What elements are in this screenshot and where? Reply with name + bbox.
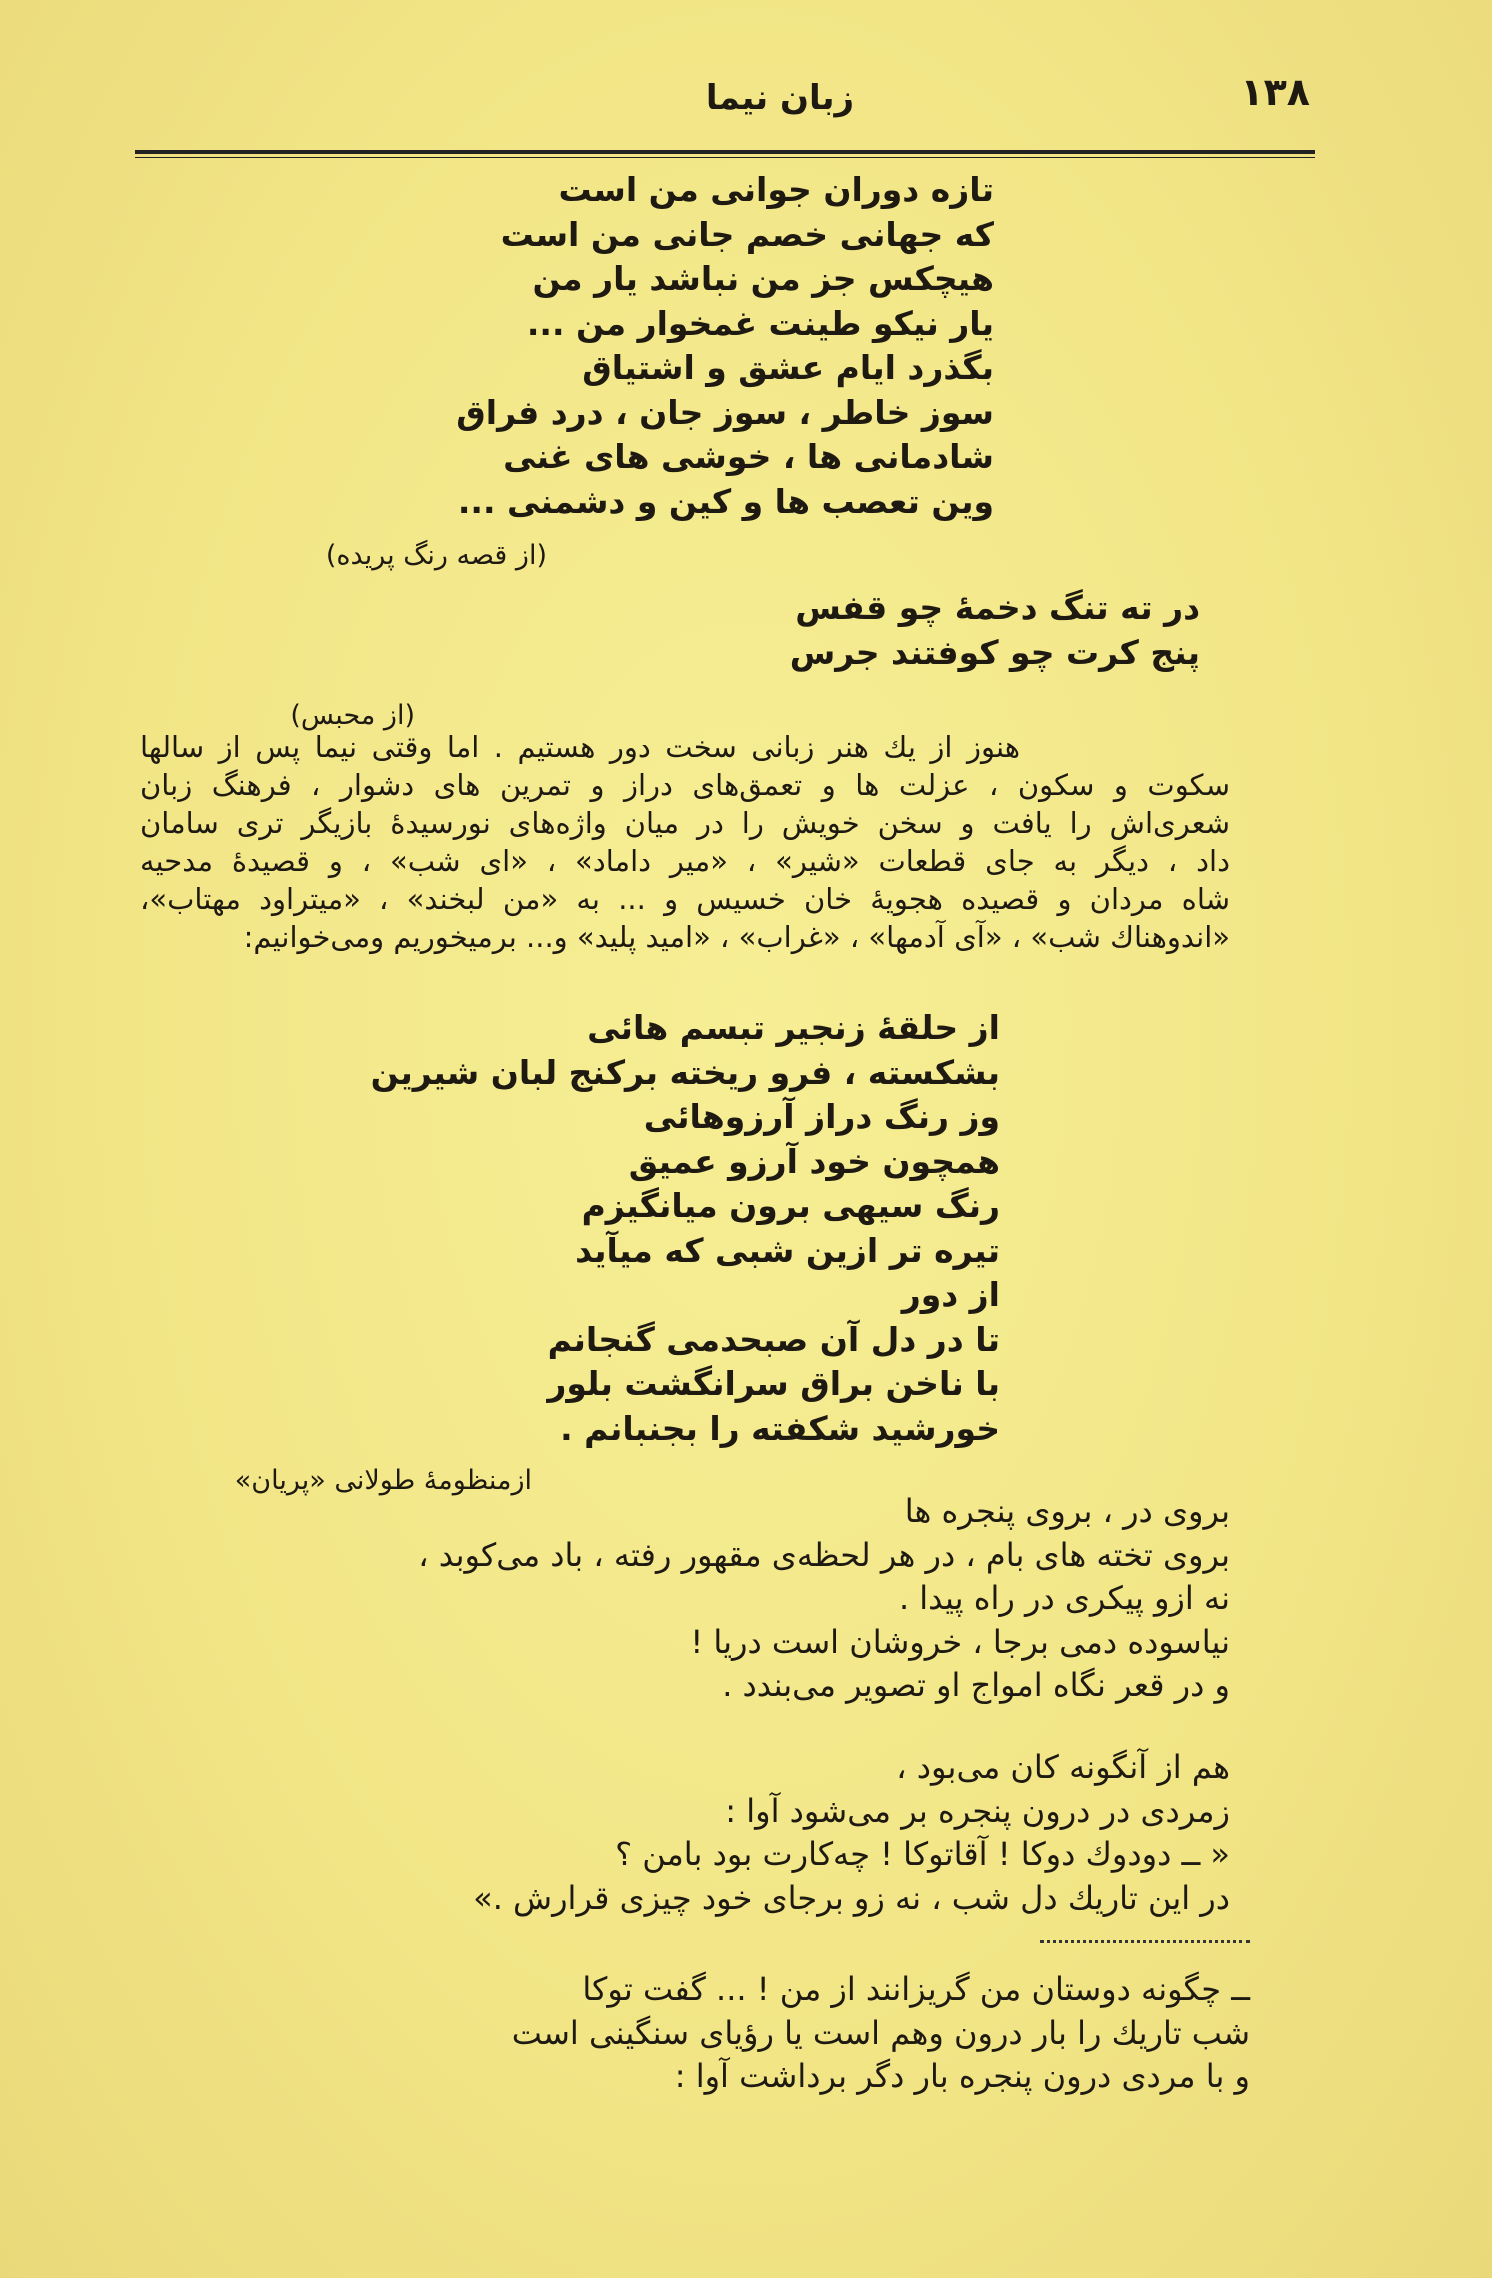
prose-line: شاه مردان و قصیده هجویهٔ خان خسیس و ... به «من لبخند» ، «میتراود مهتاب»، <box>140 882 1230 916</box>
verse-line: در ته تنگ دخمهٔ چو قفس <box>795 588 1200 627</box>
running-title: زبان نیما <box>705 78 855 118</box>
poem-stanza-3 <box>200 1006 1000 1451</box>
verse-line: از حلقهٔ زنجیر تبسم هائی <box>587 1008 1000 1047</box>
verse-line: همچون خود آرزو عمیق <box>628 1141 1000 1181</box>
verse-line: از دور <box>901 1275 1000 1314</box>
page-header <box>140 70 1310 130</box>
source-caption: ازمنظومهٔ طولانی «پریان» <box>234 1465 532 1496</box>
verse-line: شب تاریك را بار درون وهم است یا رؤیای سنگینی است <box>511 2013 1250 2052</box>
verse-line: بروی تخته های بام ، در هر لحظه‌ی مقهور رفته ، باد می‌کوبد ، <box>418 1535 1230 1574</box>
dotted-separator <box>1040 1940 1250 1943</box>
verse-line: هیچکس جز من نباشد یار من <box>532 259 994 298</box>
verse-line: که جهانی خصم جانی من است <box>500 214 994 254</box>
verse-line: بروی در ، بروی پنجره ها <box>904 1492 1230 1530</box>
prose-line: شعری‌اش را یافت و سخن خویش را در میان واژه‌های نورسیدهٔ بازیگر تری سامان <box>140 806 1230 840</box>
verse-line: وز رنگ دراز آرزوهائی <box>643 1097 1000 1136</box>
verse-line: و با مردی درون پنجره بار دگر برداشت آوا : <box>674 2057 1250 2095</box>
verse-line: یار نیکو طینت غمخوار من ... <box>526 303 994 343</box>
verse-line: هم از آنگونه کان می‌بود ، <box>896 1748 1230 1786</box>
verse-line: با ناخن براق سرانگشت بلور <box>547 1364 1000 1403</box>
verse-line: بشکسته ، فرو ریخته برکنج لبان شیرین <box>370 1052 1000 1092</box>
verse-line: ــ چگونه دوستان من گریزانند از من ! ... گفت توکا <box>582 1970 1250 2008</box>
poem-stanza-4 <box>230 1490 1230 1708</box>
source-caption: (از محبس) <box>290 700 415 731</box>
verse-line: « ــ دودوك دوكا ! آقاتوكا ! چه‌کارت بود بامن ؟ <box>615 1835 1230 1873</box>
verse-line: در این تاریك دل شب ، نه زو برجای خود چیزی قرارش .» <box>473 1878 1230 1917</box>
prose-line: داد ، دیگر به جای قطعات «شیر» ، «میر داماد» ، «ای شب» ، و قصیدهٔ مدحیه <box>140 844 1230 878</box>
poem-stanza-5 <box>230 1746 1230 1920</box>
verse-line: تا در دل آن صبحدمی گنجانم <box>547 1319 1000 1359</box>
page-number: ۱۳۸ <box>1240 70 1310 114</box>
verse-line: نه ازو پیکری در راه پیدا . <box>898 1579 1230 1617</box>
verse-line: تازه دوران جوانی من است <box>558 170 994 209</box>
verse-line: نیاسوده دمی برجا ، خروشان است دریا ! <box>690 1622 1230 1661</box>
verse-line: شادمانی ها ، خوشی های غنی <box>503 437 994 476</box>
verse-line: زمردی در درون پنجره بر می‌شود آوا : <box>725 1791 1230 1830</box>
verse-line: و در قعر نگاه امواج او تصویر می‌بندد . <box>722 1666 1230 1704</box>
prose-line: «اندوهناك شب» ، «آی آدمها» ، «غراب» ، «امید پلید» و... برمیخوریم ومی‌خوانیم: <box>243 920 1230 954</box>
prose-line: سکوت و سکون ، عزلت ها و تعمق‌های دراز و تمرین های دشوار ، فرهنگ زبان <box>140 768 1230 802</box>
prose-line: هنوز از یك هنر زبانی سخت دور هستیم . اما وقتی نیما پس از سالها <box>140 730 1020 764</box>
verse-line: وین تعصب ها و کین و دشمنی ... <box>457 481 994 521</box>
verse-line: رنگ سیهی برون میانگیزم <box>581 1186 1000 1225</box>
source-caption: (از قصه رنگ پریده) <box>325 540 547 571</box>
verse-line: خورشید شکفته را بجنبانم . <box>560 1408 1000 1448</box>
verse-line: بگذرد ایام عشق و اشتیاق <box>582 348 994 387</box>
verse-line: سوز خاطر ، سوز جان ، درد فراق <box>456 392 994 432</box>
verse-line: پنج کرت چو کوفتند جرس <box>789 632 1200 672</box>
poem-stanza-6 <box>250 1968 1250 2099</box>
verse-line: تیره تر ازین شبی که میآید <box>575 1230 1000 1270</box>
header-rule <box>135 150 1315 158</box>
poem-stanza-1 <box>434 168 994 524</box>
poem-stanza-2 <box>640 586 1200 675</box>
prose-paragraph <box>140 728 1230 956</box>
